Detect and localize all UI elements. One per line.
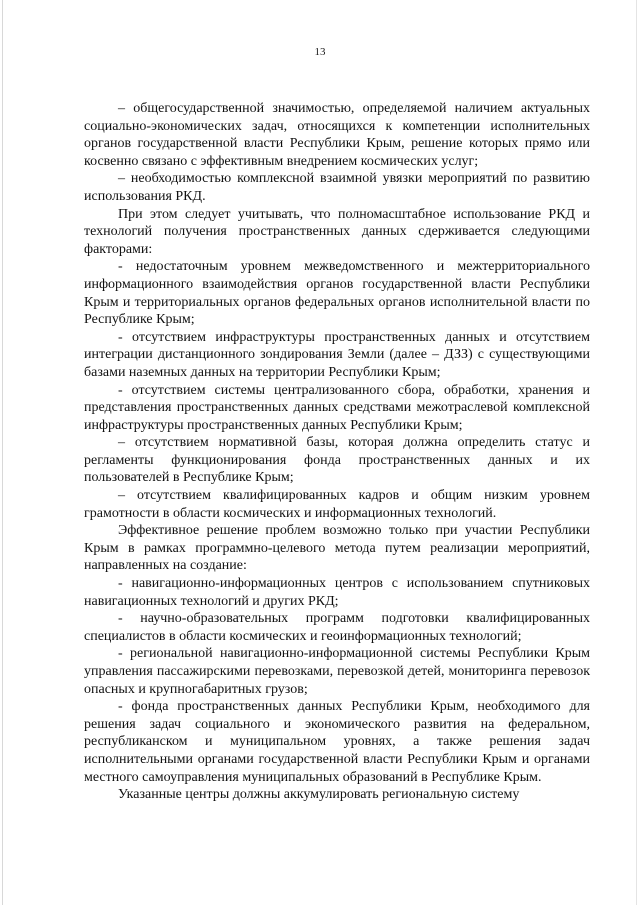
list-item-education-programs: - научно-образовательных программ подготовки квалифицированных специалистов в области космических и геоинформационных технологий; bbox=[84, 611, 590, 644]
list-item-regional-navigation-system: - региональной навигационно-информационной системы Республики Крым управления пассажирскими перевозками, перевозкой детей, мониторинга перевозок опасных и крупногабаритных грузов; bbox=[84, 646, 590, 697]
paragraph-coordination: – необходимостью комплексной взаимной увязки мероприятий по развитию использования РКД. bbox=[84, 171, 590, 204]
list-item-interagency: - недостаточным уровнем межведомственного и межтерриториального информационного взаимодействия органов государственной власти Республики Крым и территориальных органов федеральных органов исполнительной власти по Республике Крым; bbox=[84, 259, 590, 328]
list-item-infrastructure: - отсутствием инфраструктуры пространственных данных и отсутствием интеграции дистанционного зондирования Земли (далее – ДЗЗ) с существующими базами наземных данных на территории Республики Крым; bbox=[84, 329, 590, 380]
list-item-regulatory-base: – отсутствием нормативной базы, которая должна определить статус и регламенты функционирования фонда пространственных данных и их пользователей в Республике Крым; bbox=[84, 435, 590, 486]
scan-edge-right bbox=[636, 0, 637, 905]
list-item-spatial-data-fund: - фонда пространственных данных Республики Крым, необходимого для решения задач социального и экономического развития на федеральном, республиканском и муниципальном уровнях, а также решения задач исполнительными органами государственной власти Республики Крым и органами местного самоуправления муниципальных образований в Республике Крым. bbox=[84, 699, 590, 785]
paragraph-solution: Эффективное решение проблем возможно только при участии Республики Крым в рамках программно-целевого метода путем реализации мероприятий, направленных на создание: bbox=[84, 523, 590, 574]
page-number: 13 bbox=[314, 46, 326, 58]
scan-edge-left bbox=[2, 0, 3, 905]
paragraph-constraints-intro: При этом следует учитывать, что полномасштабное использование РКД и технологий получения пространственных данных сдерживается следующими факторами: bbox=[84, 206, 590, 257]
list-item-qualified-staff: – отсутствием квалифицированных кадров и общим низким уровнем грамотности в области космических и информационных технологий. bbox=[84, 488, 590, 521]
list-item-navigation-centers: - навигационно-информационных центров с использованием спутниковых навигационных технологий и других РКД; bbox=[84, 576, 590, 609]
paragraph-centers-accumulate: Указанные центры должны аккумулировать региональную систему bbox=[118, 787, 520, 803]
document-body bbox=[84, 100, 590, 804]
paragraph-significance: – общегосударственной значимостью, определяемой наличием актуальных социально-экономических задач, относящихся к компетенции исполнительных органов государственной власти Республики Крым, решение которых прямо или косвенно связано с эффективным внедрением космических услуг; bbox=[84, 101, 590, 169]
list-item-centralized-system: - отсутствием системы централизованного сбора, обработки, хранения и представления пространственных данных средствами межотраслевой комплексной инфраструктуры пространственных данных Республики Крым; bbox=[84, 382, 590, 433]
